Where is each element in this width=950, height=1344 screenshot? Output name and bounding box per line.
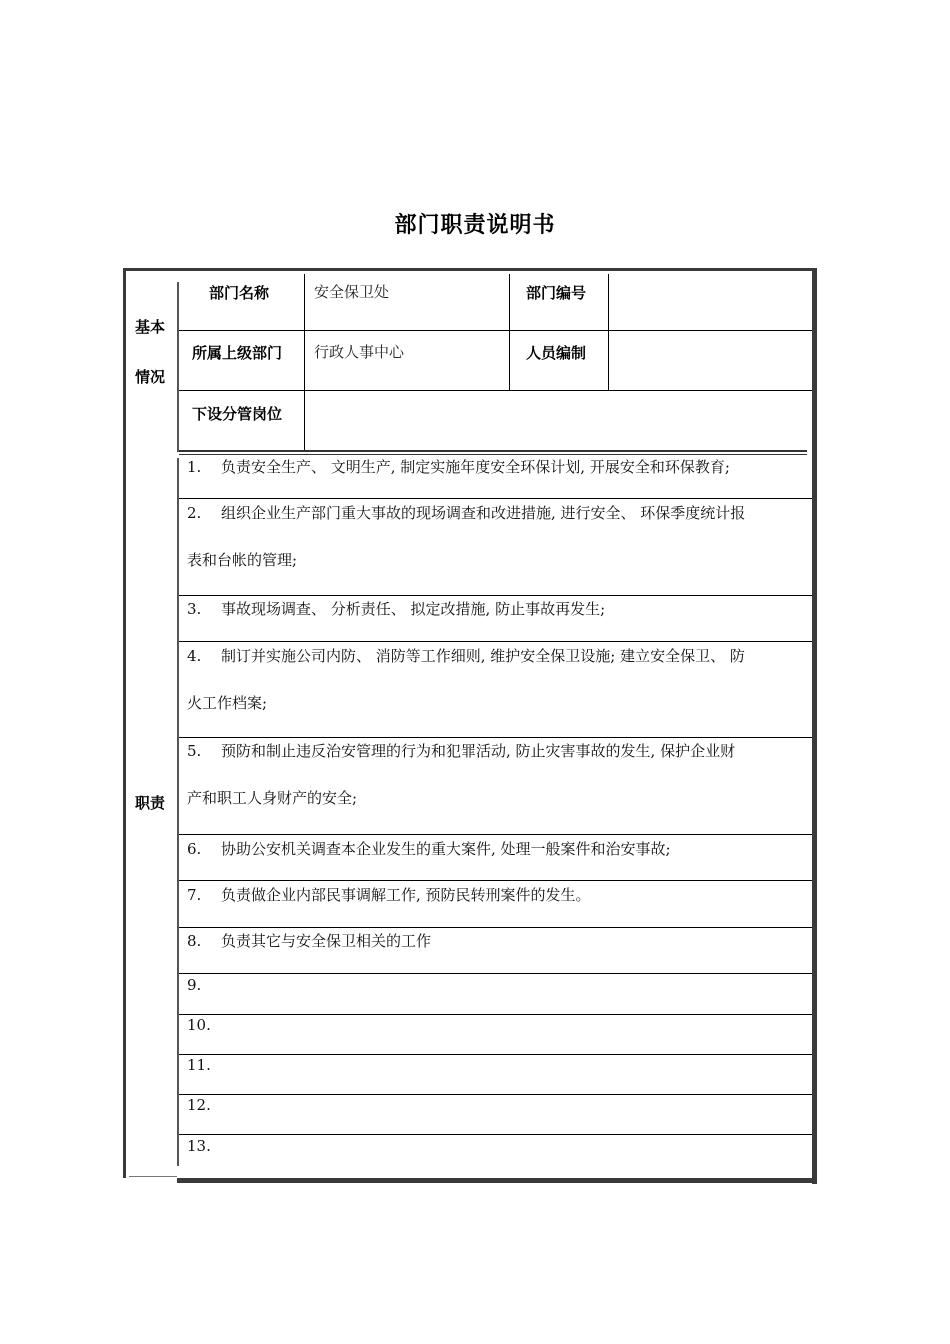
duty-number: 11. — [187, 1056, 211, 1074]
responsibility-form — [123, 268, 817, 1184]
border-bottom — [177, 1178, 817, 1183]
duty-number: 2. — [187, 504, 202, 522]
duty-item-6 — [187, 826, 807, 873]
staffing-label: 人员编制 — [526, 344, 587, 362]
duty-text: 组织企业生产部门重大事故的现场调查和改进措施, 进行安全、 环保季度统计报 — [221, 504, 746, 522]
duty-number: 12. — [187, 1096, 211, 1114]
col-divider — [509, 274, 510, 390]
duty-text: 事故现场调查、 分析责任、 拟定改措施, 防止事故再发生; — [221, 600, 606, 618]
duty-item-8 — [187, 918, 807, 965]
col-divider — [608, 274, 609, 390]
duty-number: 4. — [187, 647, 202, 665]
duties-inner-border — [177, 458, 179, 1166]
duty-text: 预防和制止违反治安管理的行为和犯罪活动, 防止灾害事故的发生, 保护企业财 — [221, 742, 736, 760]
duty-number: 1. — [187, 458, 202, 476]
row-divider — [179, 390, 812, 391]
basic-section-label: 基本 — [134, 318, 165, 336]
duty-text-cont: 火工作档案; — [187, 694, 268, 712]
col-divider — [304, 274, 305, 452]
duty-item-13 — [187, 1123, 807, 1170]
sub-posts-label: 下设分管岗位 — [192, 405, 283, 423]
border-right — [812, 268, 817, 1184]
duty-item-5 — [187, 728, 807, 822]
bottom-left-edge — [129, 1176, 177, 1177]
border-top — [123, 268, 817, 271]
dept-no-label: 部门编号 — [526, 284, 587, 302]
basic-inner-border — [177, 282, 179, 452]
duty-item-7 — [187, 872, 807, 919]
duty-number: 3. — [187, 600, 202, 618]
duty-text-cont: 表和台帐的管理; — [187, 551, 298, 569]
dept-name-value: 安全保卫处 — [314, 283, 390, 301]
border-left — [123, 268, 126, 1178]
duty-item-2 — [187, 490, 807, 584]
duty-text: 负责做企业内部民事调解工作, 预防民转刑案件的发生。 — [221, 886, 591, 904]
duty-number: 9. — [187, 976, 202, 994]
duty-item-4 — [187, 633, 807, 727]
basic-section-label-2: 情况 — [134, 368, 165, 386]
duty-text: 负责安全生产、 文明生产, 制定实施年度安全环保计划, 开展安全和环保教育; — [221, 458, 730, 476]
parent-dept-label: 所属上级部门 — [192, 344, 283, 362]
duty-number: 6. — [187, 840, 202, 858]
duties-section-label: 职责 — [134, 794, 165, 812]
page-title: 部门职责说明书 — [394, 213, 556, 238]
row-divider — [179, 330, 812, 331]
dept-name-label: 部门名称 — [209, 284, 270, 302]
duty-text: 协助公安机关调查本企业发生的重大案件, 处理一般案件和治安事故; — [221, 840, 671, 858]
duty-number: 10. — [187, 1016, 211, 1034]
duty-item-12 — [187, 1082, 807, 1129]
duty-text: 制订并实施公司内防、 消防等工作细则, 维护安全保卫设施; 建立安全保卫、 防 — [221, 647, 745, 665]
duty-number: 8. — [187, 932, 202, 950]
duty-number: 5. — [187, 742, 202, 760]
duty-item-1 — [187, 444, 807, 491]
duty-text-cont: 产和职工人身财产的安全; — [187, 789, 358, 807]
duty-text: 负责其它与安全保卫相关的工作 — [221, 932, 432, 950]
duty-number: 7. — [187, 886, 202, 904]
parent-dept-value: 行政人事中心 — [314, 343, 405, 361]
duty-number: 13. — [187, 1137, 211, 1155]
duty-item-3 — [187, 586, 807, 633]
